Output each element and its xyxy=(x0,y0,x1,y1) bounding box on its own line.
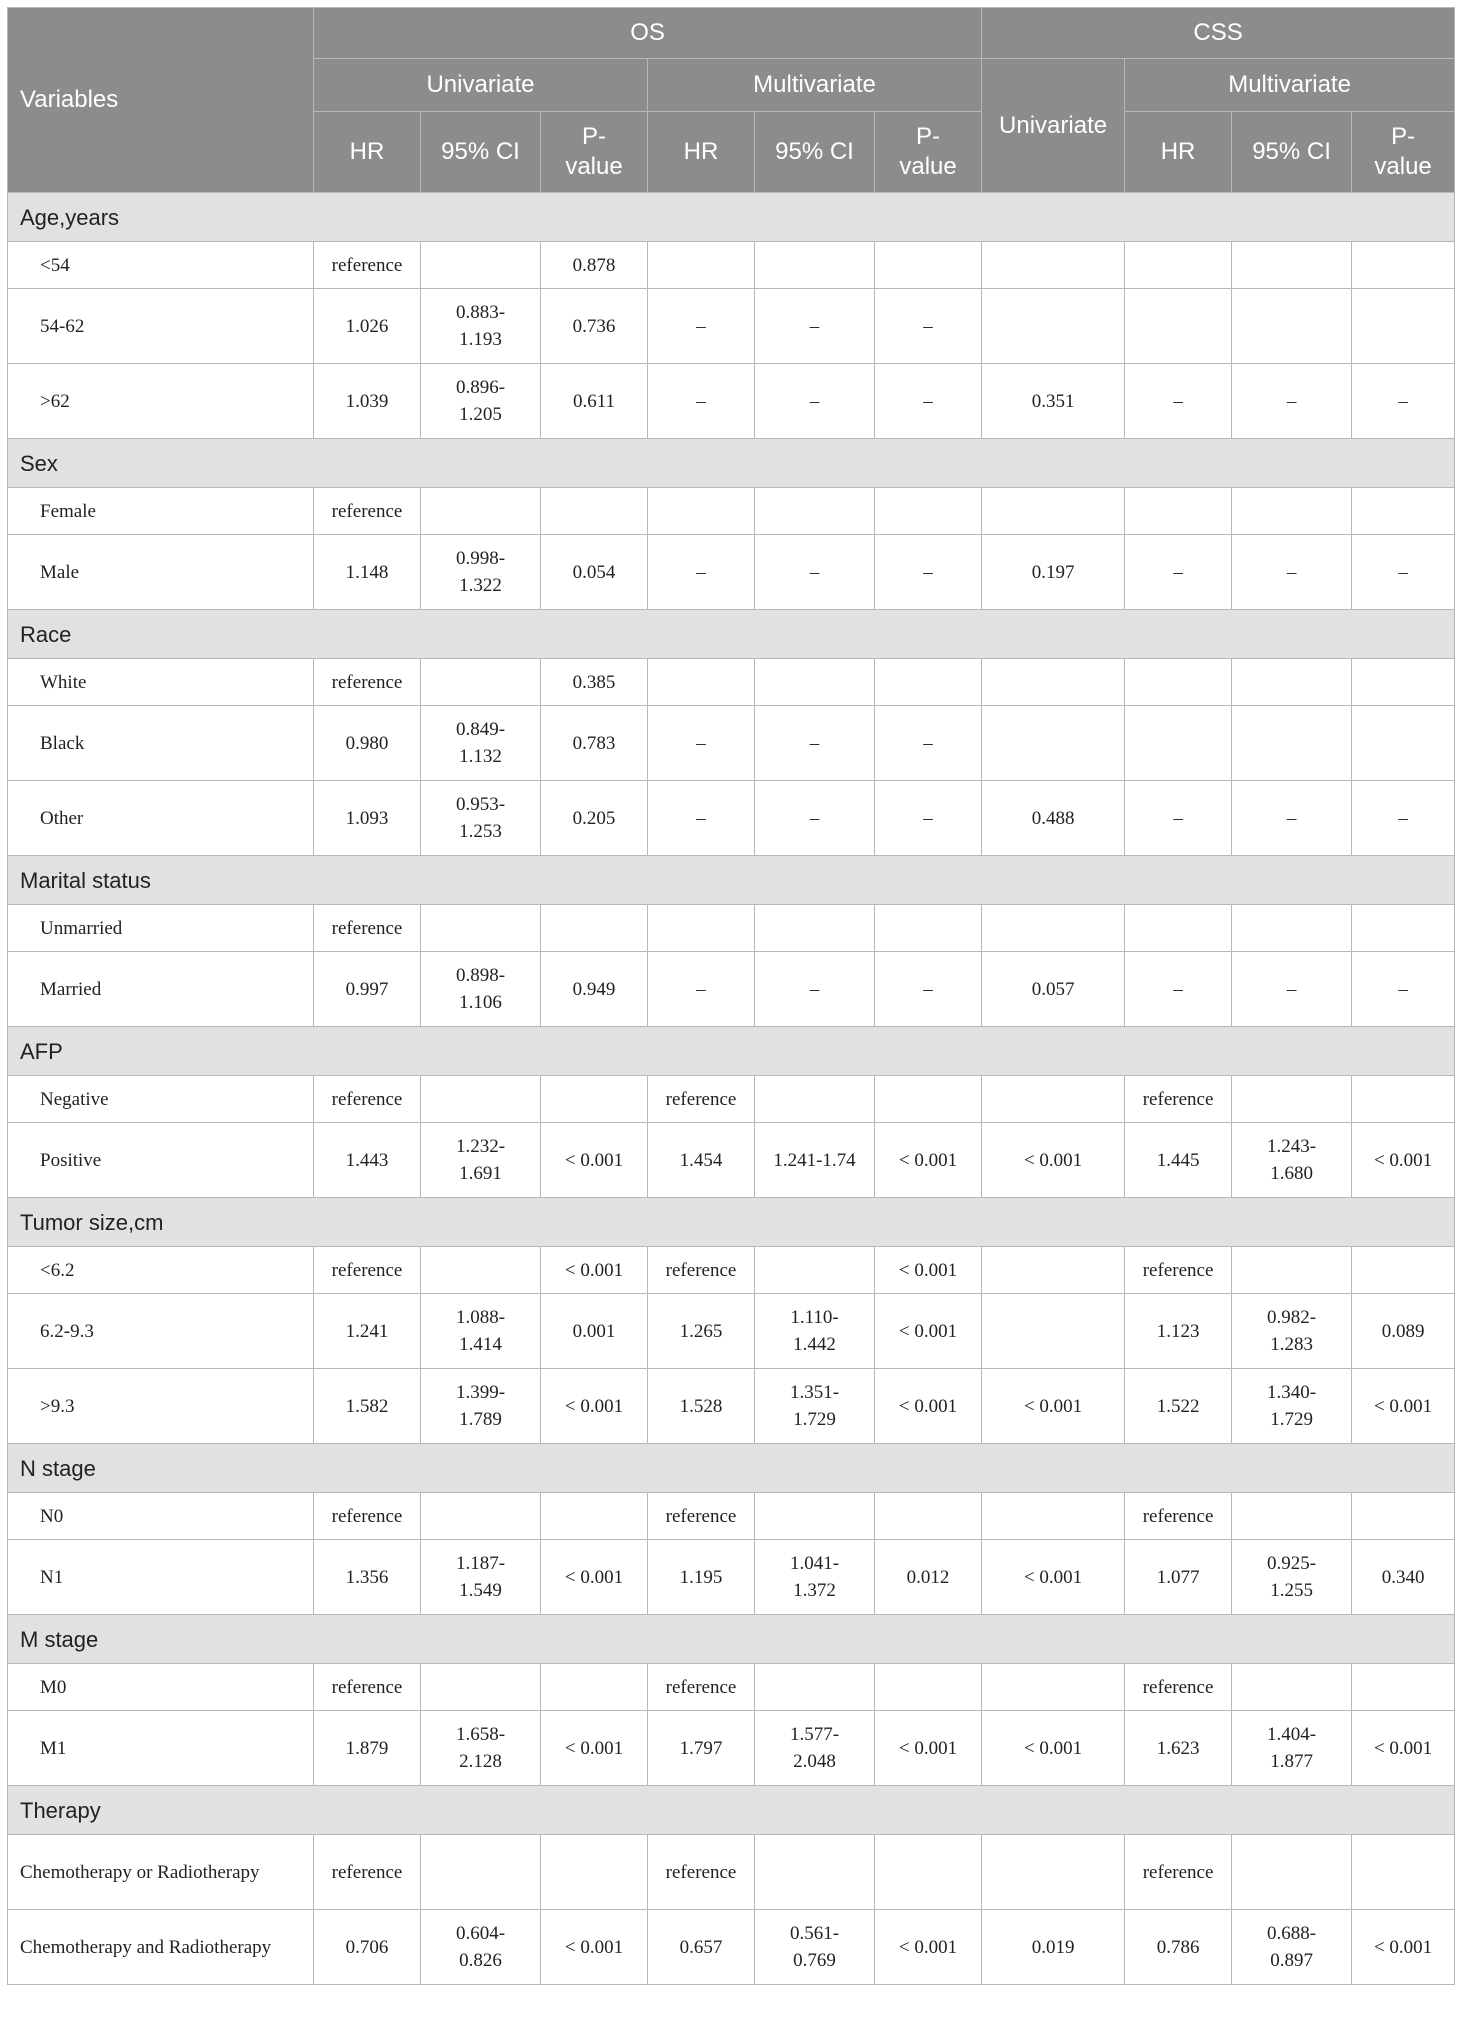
cell-os-mv-ci: 1.577- 2.048 xyxy=(755,1711,875,1786)
cell-css-mv-ci xyxy=(1232,289,1352,364)
row-label: <54 xyxy=(8,242,314,289)
cell-os-mv-p: < 0.001 xyxy=(875,1247,982,1294)
cell-os-mv-hr: 1.265 xyxy=(648,1294,755,1369)
cell-css-mv-p: 0.340 xyxy=(1352,1540,1455,1615)
cell-os-uni-p: 0.878 xyxy=(541,242,648,289)
cell-css-uni-p: < 0.001 xyxy=(982,1711,1125,1786)
table-row xyxy=(8,706,1455,781)
cell-os-uni-ci xyxy=(421,905,541,952)
os-mv-p-header: P- value xyxy=(875,112,982,193)
cell-css-mv-hr: reference xyxy=(1125,1664,1232,1711)
table-row xyxy=(8,488,1455,535)
cell-css-uni-p xyxy=(982,1076,1125,1123)
cell-css-mv-hr xyxy=(1125,905,1232,952)
table-row xyxy=(8,1294,1455,1369)
cell-css-mv-ci xyxy=(1232,242,1352,289)
cell-css-uni-p xyxy=(982,1664,1125,1711)
os-mv-ci-header: 95% CI xyxy=(755,112,875,193)
cell-os-uni-ci xyxy=(421,488,541,535)
cell-css-mv-hr: reference xyxy=(1125,1493,1232,1540)
cell-os-mv-hr: – xyxy=(648,952,755,1027)
cell-os-uni-hr: 1.582 xyxy=(314,1369,421,1444)
os-mv-hr-header: HR xyxy=(648,112,755,193)
cell-css-mv-p xyxy=(1352,1835,1455,1910)
cell-os-uni-p: 0.949 xyxy=(541,952,648,1027)
cell-css-mv-ci xyxy=(1232,1247,1352,1294)
cell-os-uni-hr: reference xyxy=(314,242,421,289)
cell-os-uni-ci xyxy=(421,1076,541,1123)
cell-os-uni-hr: reference xyxy=(314,905,421,952)
cell-os-uni-ci xyxy=(421,1247,541,1294)
cell-css-mv-ci: – xyxy=(1232,952,1352,1027)
cell-os-uni-hr: 1.879 xyxy=(314,1711,421,1786)
row-label: <6.2 xyxy=(8,1247,314,1294)
row-label: Positive xyxy=(8,1123,314,1198)
os-uni-p-header: P- value xyxy=(541,112,648,193)
cell-css-uni-p: 0.197 xyxy=(982,535,1125,610)
cell-os-mv-hr: reference xyxy=(648,1076,755,1123)
cell-os-mv-hr: reference xyxy=(648,1664,755,1711)
cell-os-uni-ci: 1.232- 1.691 xyxy=(421,1123,541,1198)
table-row xyxy=(8,1711,1455,1786)
css-multivariate-header: Multivariate xyxy=(1125,59,1455,112)
row-label: Negative xyxy=(8,1076,314,1123)
cell-os-mv-p xyxy=(875,659,982,706)
cell-os-uni-hr: 0.980 xyxy=(314,706,421,781)
table-row xyxy=(8,659,1455,706)
cell-css-mv-p xyxy=(1352,242,1455,289)
group-title: N stage xyxy=(8,1444,1455,1493)
cell-os-mv-p: < 0.001 xyxy=(875,1294,982,1369)
cell-css-mv-hr: 1.445 xyxy=(1125,1123,1232,1198)
cell-css-uni-p: 0.057 xyxy=(982,952,1125,1027)
cell-css-mv-hr: – xyxy=(1125,781,1232,856)
row-label: >62 xyxy=(8,364,314,439)
row-label: Female xyxy=(8,488,314,535)
cell-os-mv-hr: – xyxy=(648,289,755,364)
cell-os-uni-p xyxy=(541,905,648,952)
cell-css-mv-p xyxy=(1352,1247,1455,1294)
cell-os-uni-hr: reference xyxy=(314,1493,421,1540)
cell-os-mv-ci xyxy=(755,1664,875,1711)
cell-os-uni-p: 0.783 xyxy=(541,706,648,781)
group-title: AFP xyxy=(8,1027,1455,1076)
cell-css-mv-p: < 0.001 xyxy=(1352,1910,1455,1985)
cell-css-uni-p xyxy=(982,1493,1125,1540)
variables-header: Variables xyxy=(8,8,314,193)
table-row xyxy=(8,242,1455,289)
cell-css-mv-ci: 0.925- 1.255 xyxy=(1232,1540,1352,1615)
regression-table-container xyxy=(7,7,1454,1985)
table-row xyxy=(8,364,1455,439)
cell-css-mv-hr: 0.786 xyxy=(1125,1910,1232,1985)
cell-css-mv-p xyxy=(1352,1076,1455,1123)
row-label: Male xyxy=(8,535,314,610)
cell-css-mv-p: – xyxy=(1352,781,1455,856)
cell-os-mv-hr xyxy=(648,905,755,952)
cell-os-uni-ci: 0.998- 1.322 xyxy=(421,535,541,610)
cell-css-uni-p: < 0.001 xyxy=(982,1123,1125,1198)
cell-css-uni-p: 0.488 xyxy=(982,781,1125,856)
group-title: Age,years xyxy=(8,193,1455,242)
cell-os-uni-hr: 0.706 xyxy=(314,1910,421,1985)
cell-os-uni-ci: 1.658- 2.128 xyxy=(421,1711,541,1786)
cell-css-mv-p: – xyxy=(1352,364,1455,439)
cell-os-mv-p xyxy=(875,1664,982,1711)
cell-os-mv-hr: – xyxy=(648,535,755,610)
cell-css-uni-p: 0.019 xyxy=(982,1910,1125,1985)
cell-os-uni-ci xyxy=(421,659,541,706)
cell-os-uni-p: 0.001 xyxy=(541,1294,648,1369)
cell-css-mv-hr xyxy=(1125,659,1232,706)
cell-os-mv-ci xyxy=(755,1493,875,1540)
cell-os-uni-p: < 0.001 xyxy=(541,1540,648,1615)
cell-os-mv-hr xyxy=(648,659,755,706)
group-row xyxy=(8,610,1455,659)
cell-os-mv-p: < 0.001 xyxy=(875,1711,982,1786)
cell-os-mv-hr: reference xyxy=(648,1247,755,1294)
cell-css-mv-p xyxy=(1352,659,1455,706)
cell-os-mv-hr: 1.454 xyxy=(648,1123,755,1198)
cell-css-mv-hr: – xyxy=(1125,952,1232,1027)
css-mv-hr-header: HR xyxy=(1125,112,1232,193)
table-row xyxy=(8,905,1455,952)
group-title: M stage xyxy=(8,1615,1455,1664)
cell-os-mv-hr: – xyxy=(648,364,755,439)
cell-os-uni-ci: 1.399- 1.789 xyxy=(421,1369,541,1444)
cell-css-uni-p: < 0.001 xyxy=(982,1369,1125,1444)
cell-os-mv-ci: – xyxy=(755,952,875,1027)
cell-os-uni-p: 0.736 xyxy=(541,289,648,364)
cell-css-mv-hr: 1.623 xyxy=(1125,1711,1232,1786)
cell-os-uni-hr: 1.093 xyxy=(314,781,421,856)
group-title: Marital status xyxy=(8,856,1455,905)
cell-css-mv-ci: – xyxy=(1232,781,1352,856)
cell-css-mv-ci: 0.688- 0.897 xyxy=(1232,1910,1352,1985)
cell-os-mv-ci: 1.110- 1.442 xyxy=(755,1294,875,1369)
cell-css-mv-ci: 1.340- 1.729 xyxy=(1232,1369,1352,1444)
table-header xyxy=(8,8,1455,193)
cell-os-mv-ci: 0.561- 0.769 xyxy=(755,1910,875,1985)
cell-os-mv-p xyxy=(875,1835,982,1910)
css-mv-p-header: P- value xyxy=(1352,112,1455,193)
cell-css-mv-p xyxy=(1352,706,1455,781)
group-row xyxy=(8,439,1455,488)
os-uni-hr-header: HR xyxy=(314,112,421,193)
cell-os-uni-p xyxy=(541,1076,648,1123)
cell-os-uni-p xyxy=(541,488,648,535)
cell-os-uni-ci xyxy=(421,242,541,289)
cell-os-uni-ci: 0.849- 1.132 xyxy=(421,706,541,781)
cell-os-mv-p: < 0.001 xyxy=(875,1369,982,1444)
cell-os-mv-p: – xyxy=(875,289,982,364)
group-row xyxy=(8,1444,1455,1493)
cell-css-mv-p xyxy=(1352,289,1455,364)
os-multivariate-header: Multivariate xyxy=(648,59,982,112)
cell-css-mv-p xyxy=(1352,1664,1455,1711)
cell-css-mv-ci xyxy=(1232,659,1352,706)
cell-css-mv-p: < 0.001 xyxy=(1352,1369,1455,1444)
table-row xyxy=(8,1493,1455,1540)
group-row xyxy=(8,856,1455,905)
cell-css-mv-p: – xyxy=(1352,535,1455,610)
cell-css-mv-ci: – xyxy=(1232,535,1352,610)
cell-css-mv-ci xyxy=(1232,1076,1352,1123)
cell-css-uni-p xyxy=(982,242,1125,289)
cell-os-uni-p: < 0.001 xyxy=(541,1910,648,1985)
regression-table xyxy=(7,7,1455,1985)
group-row xyxy=(8,1198,1455,1247)
cell-css-uni-p xyxy=(982,488,1125,535)
cell-os-mv-p: < 0.001 xyxy=(875,1123,982,1198)
group-title: Sex xyxy=(8,439,1455,488)
group-row xyxy=(8,1615,1455,1664)
group-title: Therapy xyxy=(8,1786,1455,1835)
row-label: Chemotherapy and Radiotherapy xyxy=(8,1910,314,1985)
cell-os-uni-p: 0.385 xyxy=(541,659,648,706)
cell-os-uni-ci: 0.898- 1.106 xyxy=(421,952,541,1027)
cell-os-uni-p: 0.054 xyxy=(541,535,648,610)
cell-css-uni-p xyxy=(982,659,1125,706)
cell-os-mv-p xyxy=(875,905,982,952)
cell-os-mv-hr: 0.657 xyxy=(648,1910,755,1985)
css-header: CSS xyxy=(982,8,1455,59)
cell-css-mv-ci xyxy=(1232,706,1352,781)
cell-os-mv-hr: – xyxy=(648,781,755,856)
row-label: Unmarried xyxy=(8,905,314,952)
cell-css-mv-hr: – xyxy=(1125,535,1232,610)
cell-os-uni-hr: reference xyxy=(314,659,421,706)
cell-os-uni-ci: 1.187- 1.549 xyxy=(421,1540,541,1615)
cell-os-mv-p: – xyxy=(875,364,982,439)
cell-os-mv-hr: 1.797 xyxy=(648,1711,755,1786)
cell-os-mv-hr xyxy=(648,488,755,535)
cell-os-uni-hr: 1.356 xyxy=(314,1540,421,1615)
table-row xyxy=(8,289,1455,364)
cell-css-mv-p: < 0.001 xyxy=(1352,1123,1455,1198)
cell-css-mv-hr: 1.077 xyxy=(1125,1540,1232,1615)
cell-os-mv-hr: reference xyxy=(648,1493,755,1540)
table-row xyxy=(8,952,1455,1027)
cell-css-uni-p: < 0.001 xyxy=(982,1540,1125,1615)
os-uni-ci-header: 95% CI xyxy=(421,112,541,193)
cell-os-uni-ci: 0.953- 1.253 xyxy=(421,781,541,856)
table-row xyxy=(8,1076,1455,1123)
css-univariate-header: Univariate xyxy=(982,59,1125,193)
cell-os-mv-p: < 0.001 xyxy=(875,1910,982,1985)
cell-css-mv-p xyxy=(1352,1493,1455,1540)
cell-css-uni-p xyxy=(982,289,1125,364)
cell-os-uni-hr: reference xyxy=(314,1664,421,1711)
cell-os-mv-ci: – xyxy=(755,364,875,439)
cell-os-uni-hr: 0.997 xyxy=(314,952,421,1027)
cell-os-uni-p xyxy=(541,1493,648,1540)
cell-css-uni-p xyxy=(982,706,1125,781)
cell-os-mv-ci xyxy=(755,242,875,289)
cell-os-uni-p: 0.611 xyxy=(541,364,648,439)
os-header: OS xyxy=(314,8,982,59)
cell-css-mv-hr xyxy=(1125,289,1232,364)
cell-os-uni-ci xyxy=(421,1493,541,1540)
cell-os-uni-p: < 0.001 xyxy=(541,1247,648,1294)
os-univariate-header: Univariate xyxy=(314,59,648,112)
cell-os-mv-hr: 1.195 xyxy=(648,1540,755,1615)
cell-os-mv-hr: reference xyxy=(648,1835,755,1910)
cell-os-mv-p xyxy=(875,242,982,289)
cell-css-mv-ci xyxy=(1232,1835,1352,1910)
cell-css-mv-hr: – xyxy=(1125,364,1232,439)
cell-css-mv-ci: 0.982- 1.283 xyxy=(1232,1294,1352,1369)
cell-os-mv-ci: 1.351- 1.729 xyxy=(755,1369,875,1444)
cell-os-uni-ci: 1.088- 1.414 xyxy=(421,1294,541,1369)
group-row xyxy=(8,193,1455,242)
cell-os-mv-p: 0.012 xyxy=(875,1540,982,1615)
cell-os-mv-p xyxy=(875,1493,982,1540)
cell-css-mv-hr: 1.522 xyxy=(1125,1369,1232,1444)
cell-os-mv-p xyxy=(875,488,982,535)
cell-os-mv-ci: 1.041- 1.372 xyxy=(755,1540,875,1615)
cell-css-mv-p: < 0.001 xyxy=(1352,1711,1455,1786)
cell-css-mv-ci xyxy=(1232,488,1352,535)
table-row xyxy=(8,1540,1455,1615)
cell-os-uni-hr: 1.443 xyxy=(314,1123,421,1198)
cell-os-uni-ci xyxy=(421,1664,541,1711)
cell-os-uni-hr: 1.039 xyxy=(314,364,421,439)
cell-os-uni-p: < 0.001 xyxy=(541,1123,648,1198)
table-row xyxy=(8,1369,1455,1444)
group-row xyxy=(8,1786,1455,1835)
cell-css-mv-p: 0.089 xyxy=(1352,1294,1455,1369)
cell-css-mv-hr: 1.123 xyxy=(1125,1294,1232,1369)
cell-os-mv-ci xyxy=(755,1835,875,1910)
row-label: N1 xyxy=(8,1540,314,1615)
row-label: M0 xyxy=(8,1664,314,1711)
cell-css-mv-ci: 1.243- 1.680 xyxy=(1232,1123,1352,1198)
table-row xyxy=(8,1123,1455,1198)
cell-os-mv-ci: 1.241-1.74 xyxy=(755,1123,875,1198)
table-row xyxy=(8,781,1455,856)
row-label: >9.3 xyxy=(8,1369,314,1444)
css-mv-ci-header: 95% CI xyxy=(1232,112,1352,193)
cell-os-uni-p xyxy=(541,1835,648,1910)
cell-css-mv-ci xyxy=(1232,1664,1352,1711)
cell-css-mv-p xyxy=(1352,905,1455,952)
row-label: White xyxy=(8,659,314,706)
group-title: Race xyxy=(8,610,1455,659)
cell-os-uni-p: < 0.001 xyxy=(541,1369,648,1444)
table-row xyxy=(8,1910,1455,1985)
cell-os-mv-ci: – xyxy=(755,706,875,781)
cell-os-uni-p: 0.205 xyxy=(541,781,648,856)
cell-os-mv-ci: – xyxy=(755,289,875,364)
table-row xyxy=(8,535,1455,610)
table-row xyxy=(8,1835,1455,1910)
table-body xyxy=(8,193,1455,1985)
cell-css-mv-ci xyxy=(1232,1493,1352,1540)
cell-os-mv-ci xyxy=(755,905,875,952)
cell-os-uni-p xyxy=(541,1664,648,1711)
cell-css-uni-p xyxy=(982,905,1125,952)
cell-os-mv-ci xyxy=(755,488,875,535)
row-label: Married xyxy=(8,952,314,1027)
group-title: Tumor size,cm xyxy=(8,1198,1455,1247)
cell-css-mv-hr xyxy=(1125,488,1232,535)
cell-os-uni-hr: reference xyxy=(314,488,421,535)
cell-os-uni-p: < 0.001 xyxy=(541,1711,648,1786)
cell-os-mv-ci xyxy=(755,1076,875,1123)
cell-css-mv-hr: reference xyxy=(1125,1835,1232,1910)
cell-os-mv-ci xyxy=(755,659,875,706)
cell-css-uni-p: 0.351 xyxy=(982,364,1125,439)
cell-css-mv-p xyxy=(1352,488,1455,535)
cell-os-mv-ci: – xyxy=(755,781,875,856)
row-label: M1 xyxy=(8,1711,314,1786)
row-label: 54-62 xyxy=(8,289,314,364)
cell-css-mv-ci xyxy=(1232,905,1352,952)
cell-os-uni-hr: reference xyxy=(314,1247,421,1294)
cell-css-uni-p xyxy=(982,1247,1125,1294)
cell-css-mv-ci: 1.404- 1.877 xyxy=(1232,1711,1352,1786)
group-row xyxy=(8,1027,1455,1076)
cell-os-mv-p: – xyxy=(875,535,982,610)
cell-os-mv-p: – xyxy=(875,781,982,856)
cell-os-mv-hr: – xyxy=(648,706,755,781)
row-label: Chemotherapy or Radiotherapy xyxy=(8,1835,314,1910)
cell-os-uni-hr: reference xyxy=(314,1076,421,1123)
cell-css-uni-p xyxy=(982,1294,1125,1369)
cell-os-mv-p xyxy=(875,1076,982,1123)
cell-os-mv-ci: – xyxy=(755,535,875,610)
cell-os-uni-hr: 1.026 xyxy=(314,289,421,364)
row-label: Black xyxy=(8,706,314,781)
cell-os-mv-hr xyxy=(648,242,755,289)
cell-os-uni-ci: 0.896- 1.205 xyxy=(421,364,541,439)
cell-os-uni-hr: 1.241 xyxy=(314,1294,421,1369)
cell-os-uni-hr: reference xyxy=(314,1835,421,1910)
cell-os-uni-ci: 0.883- 1.193 xyxy=(421,289,541,364)
cell-css-mv-hr: reference xyxy=(1125,1247,1232,1294)
cell-os-uni-ci xyxy=(421,1835,541,1910)
cell-css-mv-hr xyxy=(1125,242,1232,289)
row-label: N0 xyxy=(8,1493,314,1540)
cell-css-uni-p xyxy=(982,1835,1125,1910)
cell-os-uni-hr: 1.148 xyxy=(314,535,421,610)
row-label: 6.2-9.3 xyxy=(8,1294,314,1369)
table-row xyxy=(8,1247,1455,1294)
cell-css-mv-hr: reference xyxy=(1125,1076,1232,1123)
cell-css-mv-hr xyxy=(1125,706,1232,781)
cell-os-mv-ci xyxy=(755,1247,875,1294)
cell-os-mv-p: – xyxy=(875,706,982,781)
cell-css-mv-p: – xyxy=(1352,952,1455,1027)
cell-css-mv-ci: – xyxy=(1232,364,1352,439)
cell-os-uni-ci: 0.604- 0.826 xyxy=(421,1910,541,1985)
row-label: Other xyxy=(8,781,314,856)
cell-os-mv-p: – xyxy=(875,952,982,1027)
table-row xyxy=(8,1664,1455,1711)
cell-os-mv-hr: 1.528 xyxy=(648,1369,755,1444)
